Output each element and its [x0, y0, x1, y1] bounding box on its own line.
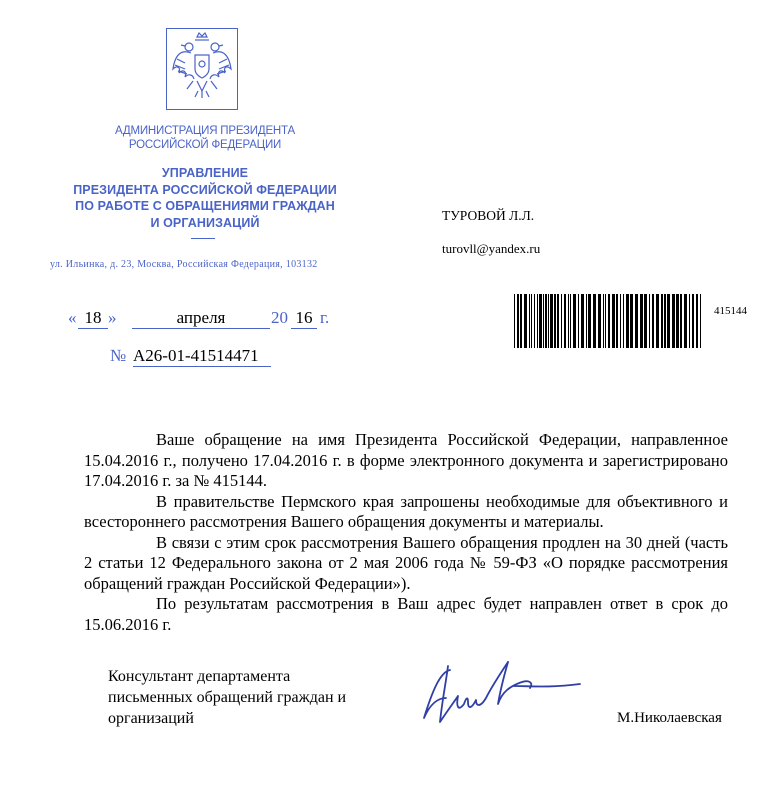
signatory-title-line3: организаций	[108, 710, 194, 727]
department-line1: УПРАВЛЕНИЕ	[161, 166, 249, 180]
date-year-suffix: 16	[291, 308, 317, 329]
body-paragraph: По результатам рассмотрения в Ваш адрес будет направлен ответ в срок до 15.06.2016 г.	[84, 594, 728, 634]
barcode-bar	[649, 294, 650, 348]
barcode-bar	[692, 294, 694, 348]
barcode-number: 415144	[714, 305, 747, 317]
barcode-bar	[588, 294, 591, 348]
barcode-bar	[581, 294, 584, 348]
barcode-bar	[689, 294, 690, 348]
barcode-bar	[557, 294, 559, 348]
department-name	[40, 165, 370, 231]
barcode-bar	[570, 294, 571, 348]
barcode-bar	[529, 294, 530, 348]
barcode-bar	[676, 294, 679, 348]
barcode-bar	[578, 294, 579, 348]
barcode-bar	[573, 294, 576, 348]
date-day: 18	[78, 308, 108, 329]
date-month: апреля	[132, 308, 270, 329]
barcode-bar	[630, 294, 633, 348]
body-paragraph: В правительстве Пермского края запрошены необходимые для объективного и всестороннего рассмотрения Вашего обращения документы и материалы.	[84, 491, 728, 531]
barcode-bar	[543, 294, 544, 348]
org-name	[100, 124, 310, 152]
barcode-bar	[531, 294, 532, 348]
barcode-bar	[517, 294, 519, 348]
signatory-title	[108, 666, 346, 729]
date-quote-close: »	[108, 308, 117, 327]
recipient-name: ТУРОВОЙ Л.Л.	[442, 208, 535, 223]
body-paragraph: Ваше обращение на имя Президента Российской Федерации, направленное 15.04.2016 г., получено 17.04.2016 г. в форме электронного документа и зарегистрировано 17.04.2016 г. за № 415144.	[84, 430, 728, 490]
barcode-bar	[524, 294, 527, 348]
barcode-bar	[586, 294, 587, 348]
barcode-bar	[514, 294, 515, 348]
barcode-bar	[612, 294, 615, 348]
barcode-bar	[700, 294, 701, 348]
date-year-mark: г.	[320, 308, 330, 327]
signatory-name: М.Николаевская	[617, 710, 722, 726]
signatory-title-line2: письменных обращений граждан и	[108, 689, 347, 706]
barcode-bar	[656, 294, 659, 348]
barcode-bar	[684, 294, 687, 348]
barcode-bar	[520, 294, 522, 348]
barcode-bar	[661, 294, 663, 348]
barcode-bar	[564, 294, 566, 348]
emblem-frame	[166, 28, 238, 110]
barcode-bar	[537, 294, 538, 348]
org-name-line2: РОССИЙСКОЙ ФЕДЕРАЦИИ	[128, 139, 282, 151]
letter-body	[84, 430, 728, 635]
barcode-bar	[667, 294, 670, 348]
department-line4: И ОРГАНИЗАЦИЙ	[150, 215, 260, 230]
barcode-bar	[603, 294, 604, 348]
barcode-bar	[539, 294, 542, 348]
address: ул. Ильинка, д. 23, Москва, Российская Федерация, 103132	[50, 259, 318, 270]
department-line2: ПРЕЗИДЕНТА РОССИЙСКОЙ ФЕДЕРАЦИИ	[73, 182, 337, 197]
barcode-bar	[561, 294, 562, 348]
signatory-title-line1: Консультант департамента	[108, 668, 291, 685]
barcode-bar	[608, 294, 610, 348]
barcode-bar	[550, 294, 553, 348]
barcode-bar	[616, 294, 618, 348]
barcode	[512, 294, 704, 348]
org-name-line1: АДМИНИСТРАЦИЯ ПРЕЗИДЕНТА	[115, 125, 295, 137]
barcode-bar	[548, 294, 549, 348]
barcode-bar	[605, 294, 606, 348]
reference-number-sign: №	[110, 346, 127, 365]
barcode-bar	[664, 294, 666, 348]
barcode-bar	[545, 294, 547, 348]
barcode-bar	[672, 294, 675, 348]
barcode-bar	[644, 294, 647, 348]
barcode-bar	[652, 294, 654, 348]
handwritten-signature	[410, 652, 585, 732]
barcode-bar	[620, 294, 621, 348]
barcode-bar	[593, 294, 596, 348]
date-quote-open: «	[68, 308, 77, 327]
double-headed-eagle-icon	[167, 29, 237, 109]
date-year-prefix: 20	[271, 308, 288, 327]
barcode-bar	[534, 294, 535, 348]
reference-number: А26-01-41514471	[133, 346, 271, 367]
body-paragraph: В связи с этим срок рассмотрения Вашего обращения продлен на 30 дней (часть 2 статьи 12 Федерального закона от 2 мая 2006 года № 59-ФЗ «О порядке рассмотрения обращений граждан Российской Федерации»).	[84, 532, 728, 593]
barcode-bar	[623, 294, 624, 348]
barcode-bar	[598, 294, 601, 348]
barcode-bar	[626, 294, 629, 348]
department-line3: ПО РАБОТЕ С ОБРАЩЕНИЯМИ ГРАЖДАН	[75, 199, 335, 213]
barcode-bar	[696, 294, 698, 348]
department-divider	[191, 238, 215, 239]
barcode-bar	[568, 294, 569, 348]
barcode-bar	[635, 294, 638, 348]
barcode-bar	[680, 294, 682, 348]
recipient-email: turovll@yandex.ru	[442, 241, 541, 256]
barcode-bar	[554, 294, 556, 348]
barcode-bar	[640, 294, 643, 348]
